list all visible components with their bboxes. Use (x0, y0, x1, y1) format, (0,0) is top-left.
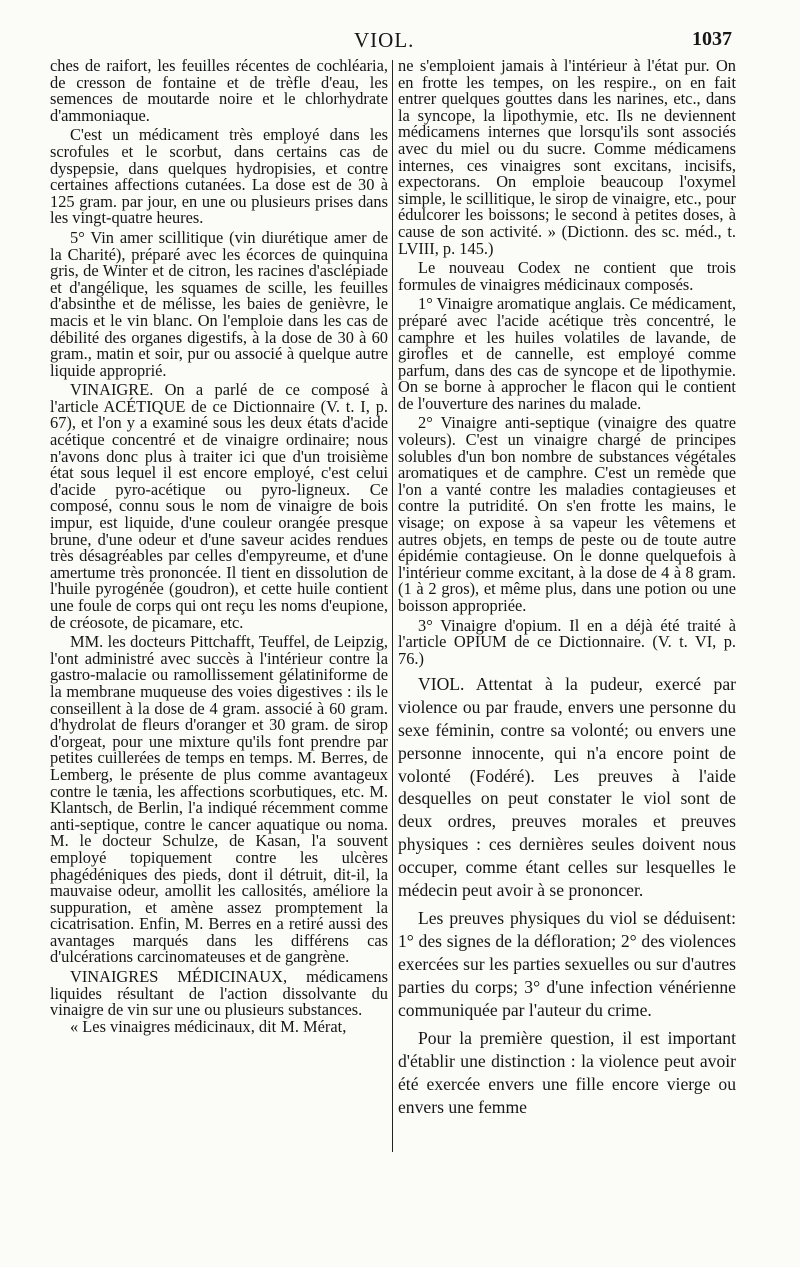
paragraph: C'est un médicament très employé dans les scrofules et le scorbut, dans certains cas de dyspepsie, dans quelques hydropisies, et contre certaines affections cutanées. La dose est de 30 à 125 gram. par jour, en une ou plusieurs prises dans les vingt-quatre heures. (50, 125, 388, 228)
paragraph: VINAIGRES MÉDICINAUX, médicamens liquides résultant de l'action dissolvante du vinaigre de vin sur une ou plusieurs substances. (50, 967, 388, 1020)
right-column (398, 58, 736, 1119)
paragraph: VINAIGRE. On a parlé de ce composé à l'article ACÉTIQUE de ce Dictionnaire (V. t. I, p. 67), et l'on y a examiné sous les deux états d'acide acétique concentré et de vinaigre ordinaire; nous n'avons donc plus à traiter ici que d'un troisième état sous lequel il est encore employé, c'est celui d'acide pyro-acétique ou pyro-ligneux. Ce composé, connu sous le nom de vinaigre de bois impur, est liquide, d'une couleur orangée presque brune, d'une odeur et d'une saveur acides rendues très désagréables par celles d'empyreume, et d'une amertume très prononcée. Il tient en dissolution de l'huile pyrogénée (goudron), et cette huile contient une foule de corps qui ont reçu les noms d'eupione, de créosote, de picamare, etc. (50, 380, 388, 632)
paragraph: 2° Vinaigre anti-septique (vinaigre des quatre voleurs). C'est un vinaigre chargé de principes solubles d'un bon nombre de substances végétales aromatiques et de camphre. C'est un remède que l'on a vanté contre les maladies contagieuses et contre la putridité. On s'en frotte les mains, le visage; on expose à sa vapeur les vêtemens et autres objets, en temps de peste ou de toute autre épidémie contagieuse. On le donne quelquefois à l'intérieur comme excitant, à la dose de 4 à 8 gram. (1 à 2 gros), et même plus, dans une potion ou une boisson appropriée. (398, 413, 736, 615)
running-title: VIOL. (354, 28, 415, 52)
paragraph: ches de raifort, les feuilles récentes de cochléaria, de cresson de fontaine et de trèfle d'eau, les semences de moutarde noire et le chlorhydrate d'ammoniaque. (50, 56, 388, 125)
paragraph: Pour la première question, il est important d'établir une distinction : la violence peut avoir été exercée envers une fille encore vierge ou envers une femme (398, 1028, 736, 1117)
paragraph: 1° Vinaigre aromatique anglais. Ce médicament, préparé avec l'acide acétique très concentré, le camphre et les huiles volatiles de lavande, de girofles et de cannelle, est employé comme parfum, dans des cas de syncope et de lipothymie. On se borne à approcher le flacon qui le contient de l'ouverture des narines du malade. (398, 294, 736, 413)
viol-entry (398, 673, 736, 1118)
paragraph: Le nouveau Codex ne contient que trois formules de vinaigres médicinaux composés. (398, 258, 736, 294)
paragraph: « Les vinaigres médicinaux, dit M. Mérat, (70, 1016, 347, 1036)
page-header (0, 28, 800, 56)
column-divider (392, 60, 393, 1152)
left-column (50, 58, 388, 1035)
page-number: 1037 (692, 28, 732, 50)
paragraph: Les preuves physiques du viol se déduisent: 1° des signes de la défloration; 2° des violences exercées sur les parties sexuelles ou sur d'autres parties du corps; 3° d'une infection vénérienne communiquée par l'auteur du crime. (398, 908, 736, 1020)
paragraph: ne s'emploient jamais à l'intérieur à l'état pur. On en frotte les tempes, on les respire., on en fait entrer quelques gouttes dans les narines, etc., dans la syncope, la lipothymie, etc. Ils ne deviennent médicamens internes que lorsqu'ils sont associés avec du miel ou du sucre. Comme médicamens internes, ces vinaigres sont excitans, incisifs, expectorans. On emploie beaucoup l'oxymel simple, le scillitique, le sirop de vinaigre, etc., pour édulcorer les boissons; le second à petites doses, à cause de son activité. » (Dictionn. des sc. méd., t. LVIII, p. 145.) (398, 56, 736, 258)
paragraph: 3° Vinaigre d'opium. Il en a déjà été traité à l'article OPIUM de ce Dictionnaire. (V. t. VI, p. 76.) (398, 615, 736, 668)
paragraph: MM. les docteurs Pittchafft, Teuffel, de Leipzig, l'ont administré avec succès à l'intérieur contre la gastro-malacie ou ramollissement gélatiniforme de la membrane muqueuse des voies digestives : ils le conseillent à la dose de 4 gram. associé à 60 gram. d'hydrolat de fleurs d'oranger et 30 gram. de sirop d'orgeat, pour une mixture qu'ils font prendre par petites cuillerées de temps en temps. M. Berres, de Lemberg, le présente de plus comme avantageux contre le tænia, les affections scorbutiques, etc. M. Klantsch, de Berlin, l'a indiqué récemment comme anti-septique, contre le cancer aquatique ou noma. M. le docteur Schulze, de Kasan, l'a souvent employé topiquement contre les ulcères phagédéniques des pieds, dont il détruit, dit-il, la mauvaise odeur, amollit les callosités, améliore la suppuration, et amène assez promptement la cicatrisation. Enfin, M. Berres en a retiré aussi des avantages marqués dans les différens cas d'ulcérations carcinomateuses et de gangrène. (50, 632, 388, 967)
paragraph: VIOL. Attentat à la pudeur, exercé par violence ou par fraude, envers une personne du sexe féminin, contre sa volonté; ou envers une personne innocente, qui n'a encore point de volonté (Fodéré). Les preuves à l'aide desquelles on peut constater le viol sont de deux ordres, preuves morales et preuves physiques : ces dernières seules doivent nous occuper, comme étant celles sur lesquelles le médecin peut avoir à se prononcer. (398, 674, 736, 900)
paragraph: 5° Vin amer scillitique (vin diurétique amer de la Charité), préparé avec les écorces de quinquina gris, de Winter et de citron, les racines d'asclépiade et d'angélique, les squames de scille, les feuilles d'absinthe et de mélisse, les baies de genièvre, le macis et le vin blanc. On l'emploie dans les cas de débilité des organes digestifs, à la dose de 30 à 60 gram., matin et soir, pur ou associé à quelque autre liquide approprié. (50, 227, 388, 380)
